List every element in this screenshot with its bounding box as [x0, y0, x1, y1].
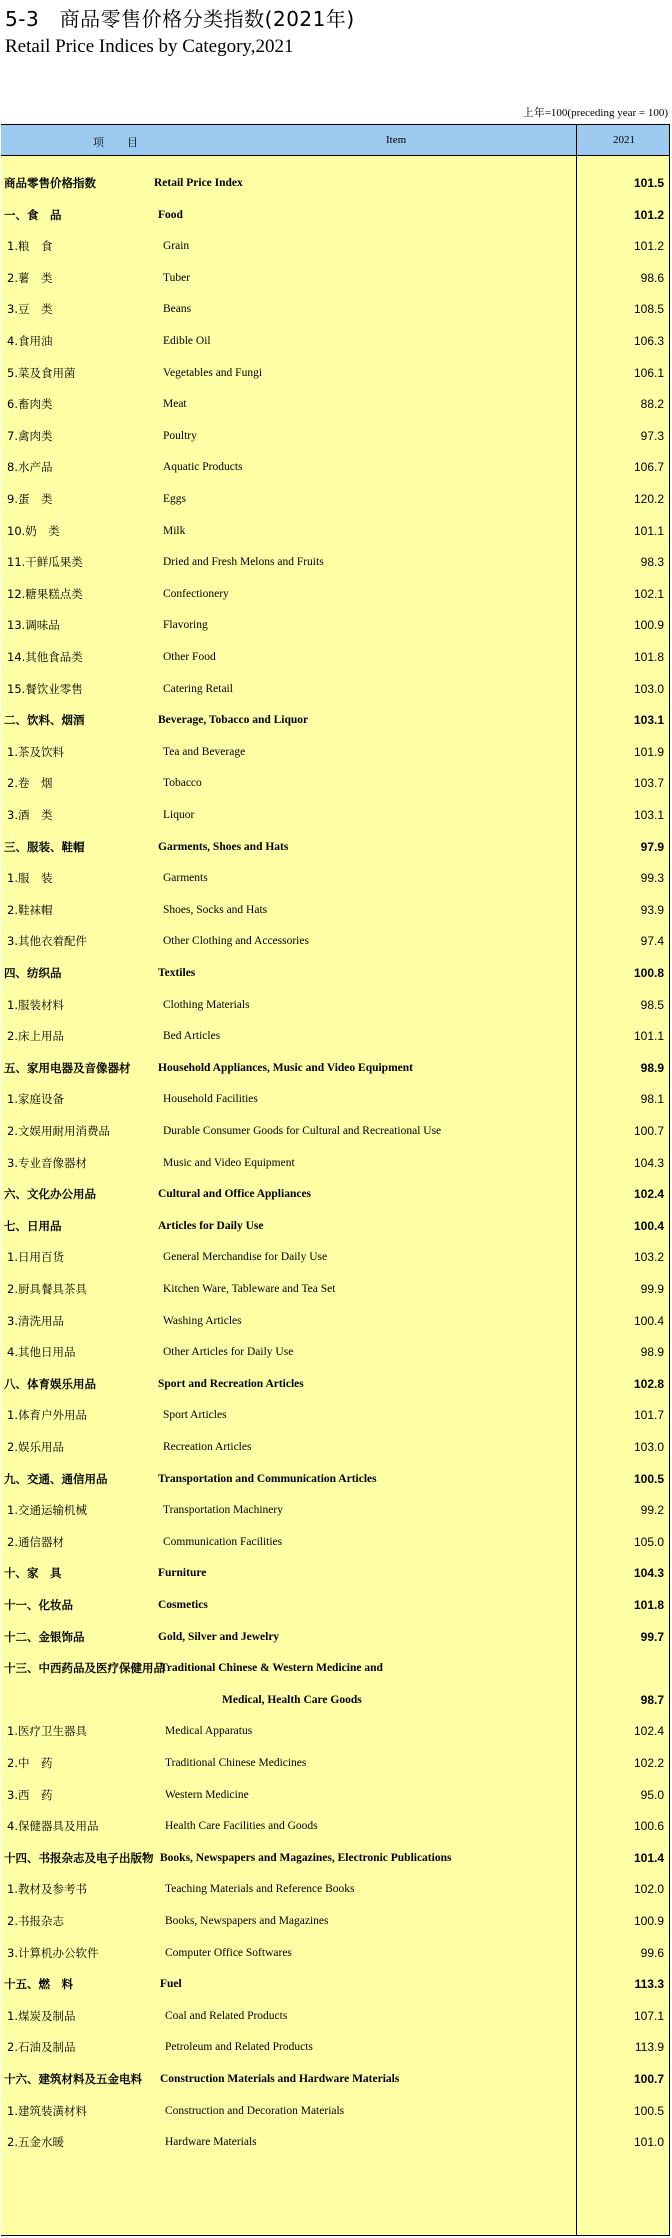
- item-name-zh: 1.医疗卫生器具: [7, 1724, 87, 1739]
- index-value: 101.1: [633, 523, 664, 538]
- item-name-zh: 3.西 药: [7, 1787, 53, 1802]
- index-value: 100.4: [633, 1313, 664, 1328]
- index-value: 99.9: [640, 1282, 664, 1296]
- index-value: 104.3: [633, 1155, 664, 1170]
- table-row: [1, 704, 670, 736]
- index-value: 100.7: [633, 2072, 664, 2086]
- item-name-zh: 2.通信器材: [7, 1534, 64, 1549]
- item-name-en: Flavoring: [163, 619, 208, 632]
- item-name-en: Other Clothing and Accessories: [163, 935, 309, 948]
- item-name-en: Computer Office Softwares: [165, 1946, 292, 1959]
- table-row: [1, 199, 670, 231]
- item-name-zh: 14.其他食品类: [7, 650, 83, 664]
- item-name-en: Books, Newspapers and Magazines, Electronic Publications: [160, 1851, 452, 1864]
- item-name-zh: 六、文化办公用品: [4, 1187, 96, 1202]
- item-name-en: Construction Materials and Hardware Materials: [160, 2073, 400, 2085]
- index-value: 100.8: [633, 966, 664, 980]
- item-name-zh: 15.餐饮业零售: [7, 681, 83, 696]
- table-row: [1, 957, 670, 989]
- index-value: 101.0: [633, 2135, 664, 2150]
- header-year: 2021: [613, 134, 635, 146]
- table-row: [1, 483, 670, 515]
- index-value: 102.2: [633, 1756, 664, 1770]
- table-row: [1, 167, 670, 199]
- item-name-zh: 4.其他日用品: [7, 1345, 76, 1360]
- item-name-zh: 2.薯 类: [7, 270, 53, 285]
- item-name-zh: 1.粮 食: [7, 239, 53, 254]
- item-name-en: Shoes, Socks and Hats: [163, 903, 268, 916]
- item-name-en: Music and Video Equipment: [163, 1156, 295, 1169]
- table-row: [1, 515, 670, 547]
- item-name-zh: 1.家庭设备: [7, 1092, 64, 1107]
- item-name-en: Health Care Facilities and Goods: [165, 1820, 318, 1833]
- header-divider: [576, 125, 577, 157]
- index-value: 106.7: [633, 460, 664, 475]
- item-name-en: Cultural and Office Appliances: [158, 1188, 312, 1201]
- item-name-zh: 10.奶 类: [7, 523, 60, 538]
- table-row: [1, 325, 670, 357]
- table-row: [1, 357, 670, 389]
- table-row: [1, 1873, 670, 1905]
- item-name-en: Tea and Beverage: [163, 745, 246, 758]
- item-name-zh: 十四、书报杂志及电子出版物: [4, 1850, 154, 1865]
- item-name-zh: 十一、化妆品: [4, 1598, 73, 1612]
- index-value: 98.1: [640, 1092, 664, 1107]
- table-row: [1, 799, 670, 831]
- item-name-en: Other Food: [163, 651, 216, 663]
- item-name-en: Textiles: [158, 967, 196, 979]
- item-name-zh: 2.娱乐用品: [7, 1440, 64, 1454]
- table-row: [1, 862, 670, 894]
- table-row: [1, 1810, 670, 1842]
- item-name-zh: 1.日用百货: [7, 1250, 64, 1265]
- item-name-en: Communication Facilities: [163, 1535, 283, 1548]
- table-row: [1, 2095, 670, 2127]
- index-value: 106.1: [633, 365, 664, 380]
- item-name-en: Transportation Machinery: [163, 1504, 283, 1517]
- index-value: 100.4: [633, 1218, 664, 1233]
- index-value: 97.3: [640, 428, 664, 443]
- index-value: 105.0: [633, 1534, 664, 1549]
- index-value: 102.0: [633, 1882, 664, 1897]
- item-name-en: Milk: [163, 524, 186, 537]
- index-value: 98.9: [640, 1060, 664, 1075]
- item-name-zh: 四、纺织品: [4, 966, 62, 980]
- unit-note: 上年=100(preceding year = 100): [522, 107, 668, 119]
- item-name-en: Petroleum and Related Products: [165, 2041, 313, 2054]
- index-value: 100.9: [633, 618, 664, 633]
- page-title-zh: 5-3 商品零售价格分类指数(2021年): [5, 7, 355, 31]
- table-row: [1, 1368, 670, 1400]
- table-row: [1, 2000, 670, 2032]
- table-header: [1, 124, 670, 156]
- item-name-en: Books, Newspapers and Magazines: [165, 1915, 329, 1927]
- item-name-zh: 4.食用油: [7, 334, 53, 348]
- item-name-zh: 五、家用电器及音像器材: [4, 1060, 131, 1075]
- item-name-zh: 三、服装、鞋帽: [4, 839, 85, 854]
- table-row: [1, 609, 670, 641]
- item-name-zh: 1.交通运输机械: [7, 1503, 87, 1518]
- item-name-zh: 2.鞋袜帽: [7, 902, 53, 917]
- item-name-en: Other Articles for Daily Use: [163, 1346, 294, 1359]
- table-row: [1, 1399, 670, 1431]
- index-value: 107.1: [633, 2008, 664, 2023]
- item-name-zh: 3.酒 类: [7, 808, 53, 822]
- item-name-en: Kitchen Ware, Tableware and Tea Set: [163, 1283, 336, 1295]
- index-value: 101.1: [633, 1029, 664, 1044]
- table-row: [1, 1115, 670, 1147]
- item-name-zh: 十五、燃 料: [4, 1977, 73, 1992]
- table-row: [1, 1968, 670, 2000]
- item-name-zh: 6.畜肉类: [7, 397, 53, 412]
- item-name-zh: 十、家 具: [4, 1566, 62, 1581]
- index-value: 103.0: [633, 1440, 664, 1454]
- index-value: 102.4: [633, 1724, 664, 1739]
- item-name-en: Cosmetics: [158, 1599, 208, 1611]
- page-title-en: Retail Price Indices by Category,2021: [5, 36, 294, 57]
- table-row: [1, 925, 670, 957]
- item-name-en: Dried and Fresh Melons and Fruits: [163, 556, 324, 569]
- item-name-en: Traditional Chinese Medicines: [165, 1757, 307, 1769]
- index-value: 100.5: [633, 1471, 664, 1486]
- item-name-zh: 12.糖果糕点类: [7, 586, 83, 601]
- table-row: [1, 1241, 670, 1273]
- index-value: 100.5: [633, 2103, 664, 2118]
- item-name-zh: 2.厨具餐具茶具: [7, 1282, 87, 1296]
- table-row: [1, 451, 670, 483]
- index-value: 103.2: [633, 1250, 664, 1265]
- item-name-en: Articles for Daily Use: [158, 1219, 264, 1232]
- index-value: 88.2: [640, 397, 664, 412]
- index-value: 101.2: [633, 207, 664, 222]
- item-name-zh: 2.床上用品: [7, 1029, 64, 1044]
- price-index-table: [1, 124, 670, 2236]
- table-row: [1, 1621, 670, 1653]
- index-value: 101.7: [633, 1408, 664, 1423]
- item-name-en: Poultry: [163, 429, 197, 442]
- item-name-zh: 11.干鲜瓜果类: [7, 555, 83, 570]
- item-name-zh: 1.教材及参考书: [7, 1882, 87, 1897]
- item-name-en: Food: [158, 208, 183, 221]
- item-name-en: Construction and Decoration Materials: [165, 2104, 345, 2117]
- index-value: 98.9: [640, 1345, 664, 1360]
- table-row: [1, 2031, 670, 2063]
- item-name-en: Teaching Materials and Reference Books: [165, 1883, 355, 1896]
- item-name-en: Garments, Shoes and Hats: [158, 840, 289, 853]
- table-row: [1, 736, 670, 768]
- index-value: 104.3: [633, 1566, 664, 1581]
- table-row: [1, 673, 670, 705]
- index-value: 120.2: [633, 492, 664, 506]
- index-value: 101.9: [633, 744, 664, 759]
- index-value: 101.8: [633, 1598, 664, 1612]
- header-item-zh: 项 目: [93, 136, 144, 149]
- index-value: 101.8: [633, 650, 664, 664]
- table-row: [1, 1178, 670, 1210]
- index-value: 98.3: [640, 555, 664, 570]
- index-value: 95.0: [640, 1787, 664, 1802]
- index-value: 102.1: [633, 586, 664, 601]
- item-name-zh: 5.菜及食用菌: [7, 365, 76, 380]
- item-name-en: Retail Price Index: [154, 177, 243, 189]
- item-name-zh: 3.清洗用品: [7, 1313, 64, 1328]
- item-name-en: Traditional Chinese & Western Medicine and: [160, 1662, 383, 1675]
- table-row: [1, 230, 670, 262]
- item-name-en: Beverage, Tobacco and Liquor: [158, 714, 309, 727]
- table-row: [1, 1083, 670, 1115]
- table-row: [1, 1463, 670, 1495]
- table-row: [1, 1684, 670, 1716]
- item-name-en: Western Medicine: [165, 1788, 249, 1801]
- index-value: 100.9: [633, 1914, 664, 1928]
- item-name-zh: 1.服 装: [7, 871, 53, 886]
- item-name-en: Tuber: [163, 271, 191, 284]
- table-row: [1, 1557, 670, 1589]
- table-row: [1, 1842, 670, 1874]
- index-value: 113.3: [634, 1977, 664, 1992]
- item-name-zh: 1.建筑装潢材料: [7, 2103, 87, 2118]
- table-row: [1, 1020, 670, 1052]
- item-name-en: Liquor: [163, 809, 195, 821]
- item-name-en: Gold, Silver and Jewelry: [158, 1630, 280, 1643]
- table-row: [1, 2126, 670, 2158]
- table-row: [1, 1905, 670, 1937]
- index-value: 99.6: [640, 1945, 664, 1960]
- header-item-en: Item: [386, 134, 407, 146]
- item-name-en: Washing Articles: [163, 1314, 242, 1327]
- index-value: 99.2: [640, 1503, 664, 1518]
- item-name-zh: 8.水产品: [7, 460, 53, 475]
- item-name-en: Recreation Articles: [163, 1441, 252, 1453]
- item-name-en: Sport Articles: [163, 1409, 227, 1422]
- item-name-zh: 商品零售价格指数: [4, 176, 96, 190]
- item-name-en: Edible Oil: [163, 335, 211, 347]
- item-name-en: Meat: [163, 398, 187, 411]
- table-row: [1, 388, 670, 420]
- table-row: [1, 293, 670, 325]
- item-name-en: Tobacco: [163, 777, 202, 790]
- table-row: [1, 420, 670, 452]
- item-name-en: Transportation and Communication Articles: [158, 1472, 377, 1485]
- item-name-en: Medical Apparatus: [165, 1725, 253, 1738]
- item-name-en: Garments: [163, 872, 208, 885]
- item-name-zh: 十六、建筑材料及五金电料: [4, 2072, 142, 2086]
- item-name-en: Clothing Materials: [163, 998, 250, 1011]
- item-name-en: Household Appliances, Music and Video Equipment: [158, 1061, 413, 1074]
- table-row: [1, 1052, 670, 1084]
- index-value: 102.4: [633, 1187, 664, 1202]
- item-name-zh: 1.体育户外用品: [7, 1408, 87, 1423]
- table-bottom-rule: [1, 2235, 670, 2236]
- table-row: [1, 1431, 670, 1463]
- index-value: 100.7: [633, 1124, 664, 1138]
- item-name-en: Beans: [163, 303, 192, 316]
- item-name-zh: 一、食 品: [4, 207, 62, 222]
- item-name-en: Furniture: [158, 1567, 207, 1580]
- item-name-en: General Merchandise for Daily Use: [163, 1251, 328, 1264]
- item-name-zh: 1.茶及饮料: [7, 744, 64, 759]
- item-name-zh: 八、体育娱乐用品: [4, 1376, 96, 1391]
- item-name-en: Vegetables and Fungi: [163, 366, 263, 379]
- table-row: [1, 546, 670, 578]
- index-value: 100.6: [633, 1819, 664, 1834]
- item-name-zh: 二、饮料、烟酒: [4, 713, 85, 728]
- item-name-en: Durable Consumer Goods for Cultural and Recreational Use: [163, 1125, 442, 1137]
- index-value: 98.6: [640, 270, 664, 285]
- item-name-zh: 4.保健器具及用品: [7, 1819, 99, 1834]
- table-row: [1, 1336, 670, 1368]
- item-name-zh: 1.煤炭及制品: [7, 2008, 76, 2023]
- table-row: [1, 767, 670, 799]
- item-name-zh: 2.中 药: [7, 1756, 53, 1770]
- item-name-zh: 3.专业音像器材: [7, 1155, 87, 1170]
- index-value: 101.4: [633, 1850, 664, 1865]
- table-row: [1, 1494, 670, 1526]
- item-name-zh: 7.禽肉类: [7, 428, 53, 443]
- index-value: 102.8: [633, 1376, 664, 1391]
- table-row: [1, 1305, 670, 1337]
- item-name-en: Confectionery: [163, 587, 229, 600]
- table-row: [1, 1747, 670, 1779]
- table-row: [1, 1715, 670, 1747]
- item-name-en: Aquatic Products: [163, 461, 243, 474]
- item-name-zh: 3.计算机办公软件: [7, 1945, 99, 1960]
- index-value: 99.7: [640, 1629, 664, 1644]
- item-name-zh: 2.石油及制品: [7, 2040, 76, 2055]
- item-name-zh: 十二、金银饰品: [4, 1629, 85, 1644]
- table-row: [1, 2063, 670, 2095]
- item-name-en: Hardware Materials: [165, 2136, 257, 2149]
- table-row: [1, 1147, 670, 1179]
- table-row: [1, 989, 670, 1021]
- item-name-zh: 1.服装材料: [7, 997, 64, 1012]
- table-row: [1, 1589, 670, 1621]
- item-name-zh: 七、日用品: [4, 1218, 62, 1233]
- table-row: [1, 262, 670, 294]
- item-name-zh: 3.其他衣着配件: [7, 934, 87, 949]
- item-name-zh: 2.文娱用耐用消费品: [7, 1124, 110, 1138]
- table-row: [1, 831, 670, 863]
- index-value: 113.9: [634, 2040, 664, 2055]
- item-name-zh: 9.蛋 类: [7, 492, 53, 506]
- item-name-en: Grain: [163, 240, 190, 253]
- table-row: [1, 1779, 670, 1811]
- table-row: [1, 1273, 670, 1305]
- table-row: [1, 641, 670, 673]
- index-value: 108.5: [633, 302, 664, 317]
- index-value: 103.1: [633, 713, 664, 728]
- table-row: [1, 1652, 670, 1684]
- table-row: [1, 578, 670, 610]
- item-name-en: Fuel: [160, 1978, 182, 1991]
- item-name-en: Medical, Health Care Goods: [222, 1693, 362, 1706]
- item-name-zh: 2.卷 烟: [7, 776, 53, 791]
- item-name-zh: 九、交通、通信用品: [4, 1471, 108, 1486]
- item-name-en: Coal and Related Products: [165, 2009, 288, 2022]
- index-value: 93.9: [640, 902, 664, 917]
- index-value: 103.1: [633, 808, 664, 822]
- index-value: 97.9: [640, 839, 664, 854]
- item-name-zh: 3.豆 类: [7, 302, 53, 317]
- item-name-zh: 13.调味品: [7, 618, 60, 633]
- item-name-zh: 十三、中西药品及医疗保健用品: [4, 1661, 165, 1676]
- item-name-en: Sport and Recreation Articles: [158, 1377, 304, 1390]
- index-value: 103.0: [633, 681, 664, 696]
- table-row: [1, 1210, 670, 1242]
- index-value: 97.4: [640, 934, 664, 949]
- index-value: 98.5: [640, 997, 664, 1012]
- index-value: 106.3: [633, 334, 664, 348]
- item-name-en: Bed Articles: [163, 1030, 221, 1043]
- table-row: [1, 1937, 670, 1969]
- index-value: 103.7: [633, 776, 664, 791]
- item-name-zh: 2.书报杂志: [7, 1914, 64, 1928]
- item-name-zh: 2.五金水暖: [7, 2135, 64, 2150]
- table-row: [1, 1526, 670, 1558]
- item-name-en: Catering Retail: [163, 682, 233, 695]
- table-row: [1, 894, 670, 926]
- index-value: 101.5: [633, 176, 664, 190]
- index-value: 98.7: [640, 1692, 664, 1707]
- index-value: 101.2: [633, 239, 664, 254]
- item-name-en: Eggs: [163, 493, 186, 505]
- item-name-en: Household Facilities: [163, 1093, 258, 1106]
- index-value: 99.3: [640, 871, 664, 886]
